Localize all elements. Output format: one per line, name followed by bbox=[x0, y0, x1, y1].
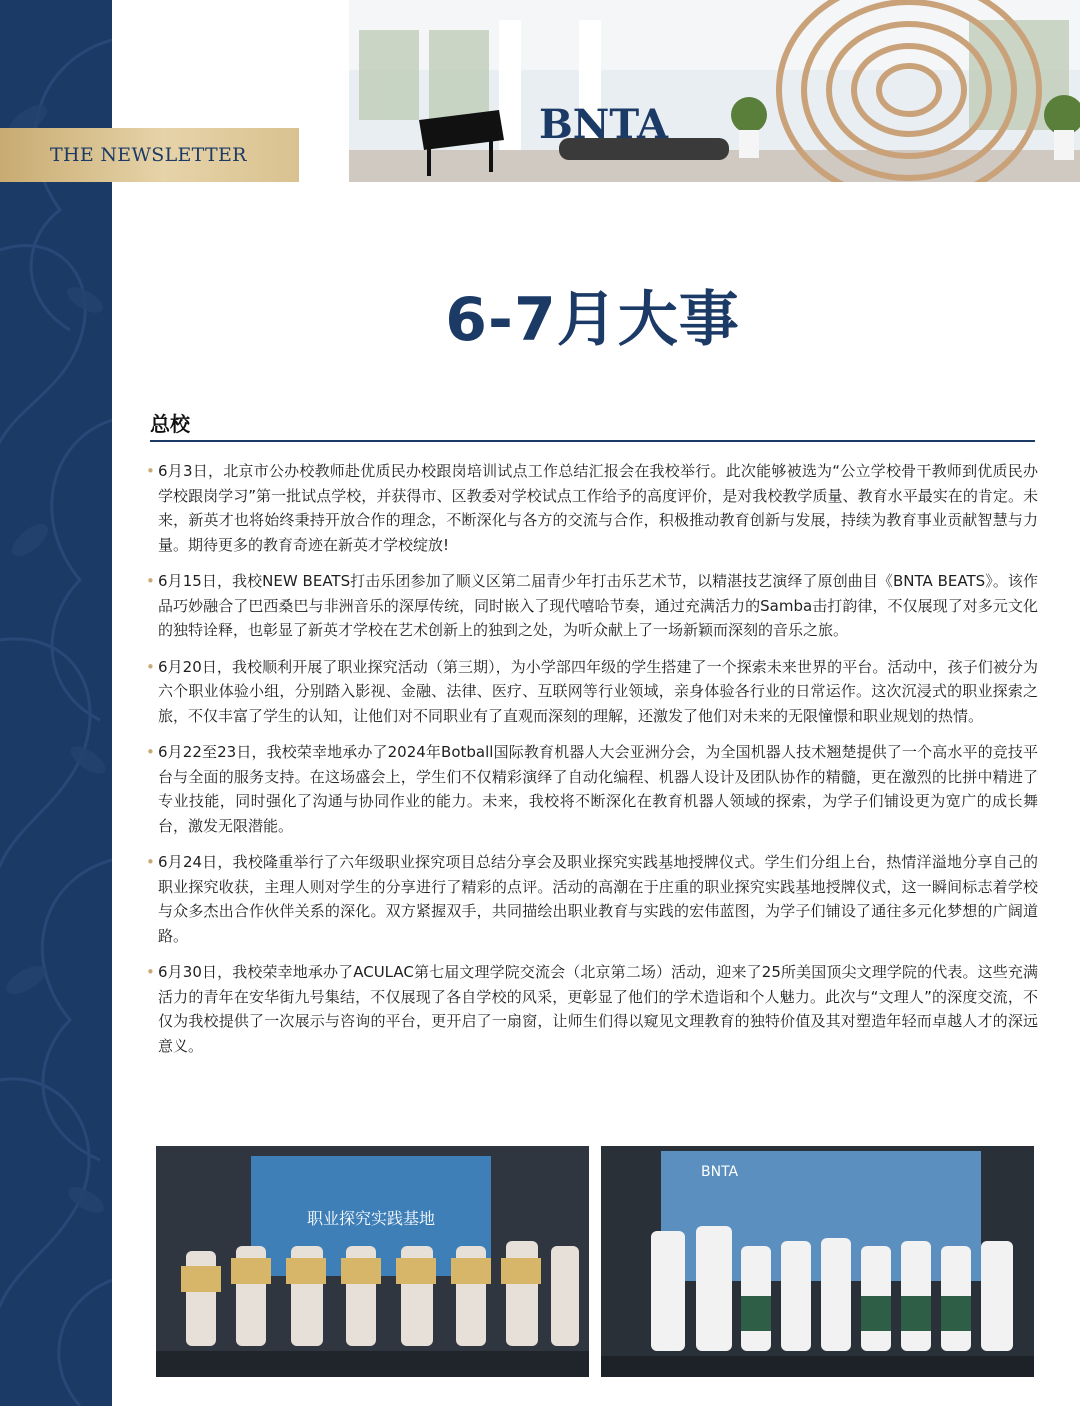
bullet-icon: • bbox=[146, 657, 155, 676]
newsletter-label: THE NEWSLETTER bbox=[50, 144, 247, 166]
item-text: 6月15日，我校NEW BEATS打击乐团参加了顺义区第二届青少年打击乐艺术节，以精湛技艺演绎了原创曲目《BNTA BEATS》。该作品巧妙融合了巴西桑巴与非洲音乐的深厚传统，同时嵌入了现代嘻哈节奏，通过充满活力的Samba击打韵律，不仅展现了对多元文化的独特诠释，也彰显了新英才学校在艺术创新上的独到之处，为听众献上了一场新颖而深刻的音乐之旅。 bbox=[158, 572, 1038, 639]
list-item bbox=[146, 850, 1038, 948]
list-item bbox=[146, 655, 1038, 729]
bullet-icon: • bbox=[146, 743, 155, 761]
bullet-icon: • bbox=[146, 572, 155, 590]
newsletter-banner bbox=[0, 128, 299, 182]
item-text: 6月22至23日，我校荣幸地承办了2024年Botball国际教育机器人大会亚洲分会，为全国机器人技术翘楚提供了一个高水平的竞技平台与全面的服务支持。在这场盛会上，学生们不仅精彩演绎了自动化编程、机器人设计及团队协作的精髓，更在激烈的比拼中精进了专业技能，同时强化了沟通与协同作业的能力。未来，我校将不断深化在教育机器人领域的探索，为学子们铺设更为宽广的成长舞台，激发无限潜能。 bbox=[158, 743, 1038, 835]
floral-pattern-icon bbox=[0, 0, 112, 1406]
item-text: 6月3日，北京市公办校教师赴优质民办校跟岗培训试点工作总结汇报会在我校举行。此次能够被选为“公立学校骨干教师到优质民办学校跟岗学习”第一批试点学校，并获得市、区教委对学校试点工作给予的高度评价，是对我校教学质量、教育水平最实在的肯定。未来，新英才也将始终秉持开放合作的理念，不断深化与各方的交流与合作，积极推动教育创新与发展，持续为教育事业贡献智慧与力量。期待更多的教育奇迹在新英才学校绽放! bbox=[158, 462, 1038, 554]
screen-text-right: BNTA bbox=[701, 1164, 739, 1180]
ceremony-photo-left bbox=[156, 1146, 589, 1377]
item-text: 6月20日，我校顺利开展了职业探究活动（第三期），为小学部四年级的学生搭建了一个探索未来世界的平台。活动中，孩子们被分为六个职业体验小组，分别踏入影视、金融、法律、医疗、互联网等行业领域，亲身体验各行业的日常运作。这次沉浸式的职业探索之旅，不仅丰富了学生的认知，让他们对不同职业有了直观而深刻的理解，还激发了他们对未来的无限憧憬和职业规划的热情。 bbox=[158, 657, 1038, 725]
section-heading: 总校 bbox=[150, 412, 190, 436]
header-photo bbox=[349, 0, 1080, 182]
bullet-icon: • bbox=[146, 963, 155, 981]
item-text: 6月24日，我校隆重举行了六年级职业探究项目总结分享会及职业探究实践基地授牌仪式。学生们分组上台，热情洋溢地分享自己的职业探究收获，主理人则对学生的分享进行了精彩的点评。活动的高潮在于庄重的职业探究实践基地授牌仪式，这一瞬间标志着学校与众多杰出合作伙伴关系的深化。双方紧握双手，共同描绘出职业教育与实践的宏伟蓝图，为学子们铺设了通往多元化梦想的广阔道路。 bbox=[158, 853, 1038, 945]
list-item bbox=[146, 459, 1038, 557]
photo-logo-text: BNTA bbox=[539, 101, 668, 148]
event-list bbox=[146, 459, 1038, 1070]
list-item bbox=[146, 960, 1038, 1058]
page-title: 6-7月大事 bbox=[445, 285, 740, 355]
bullet-icon: • bbox=[146, 462, 155, 480]
section-divider bbox=[150, 440, 1035, 442]
ceremony-photo-right bbox=[601, 1146, 1034, 1377]
list-item bbox=[146, 569, 1038, 643]
sidebar-decoration bbox=[0, 0, 112, 1406]
list-item bbox=[146, 740, 1038, 838]
screen-text-left: 职业探究实践基地 bbox=[306, 1209, 436, 1228]
item-text: 6月30日，我校荣幸地承办了ACULAC第七届文理学院交流会（北京第二场）活动，迎来了25所美国顶尖文理学院的代表。这些充满活力的青年在安华街九号集结，不仅展现了各自学校的风采，更彰显了他们的学术造诣和个人魅力。此次与“文理人”的深度交流，不仅为我校提供了一次展示与咨询的平台，更开启了一扇窗，让师生们得以窥见文理教育的独特价值及其对塑造年轻而卓越人才的深远意义。 bbox=[158, 963, 1038, 1055]
bullet-icon: • bbox=[146, 853, 155, 871]
